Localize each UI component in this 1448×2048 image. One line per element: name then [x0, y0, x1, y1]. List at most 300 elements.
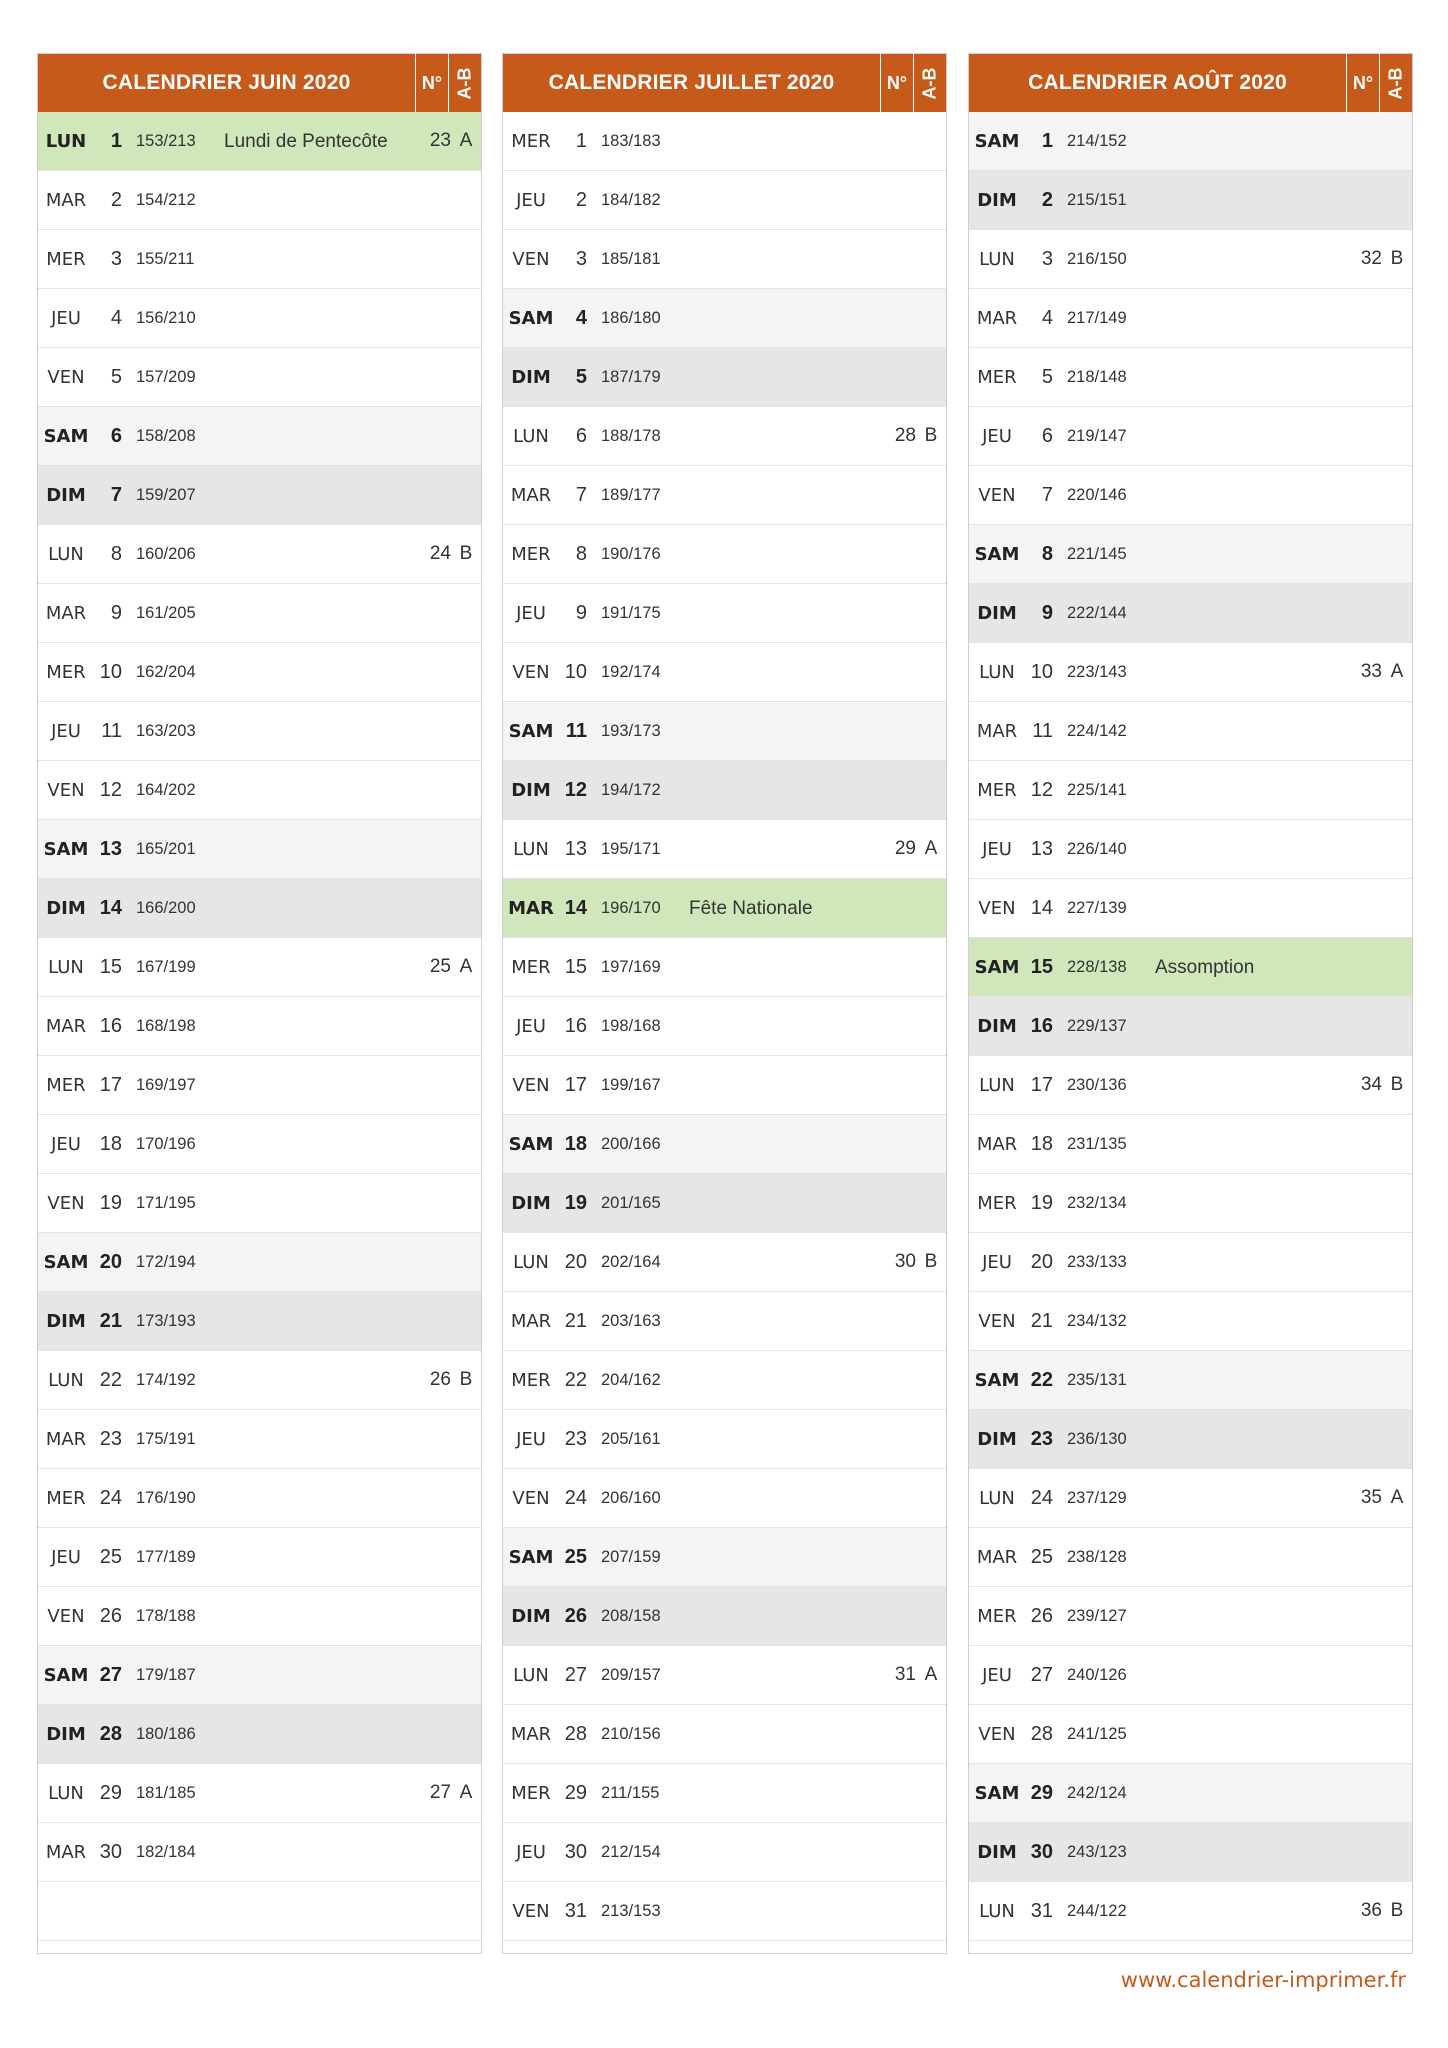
day-of-year: 213/153 [601, 1901, 661, 1920]
day-number: 31 [564, 1899, 587, 1922]
day-name: DIM [511, 779, 551, 801]
day-row [38, 584, 481, 643]
day-name: SAM [43, 425, 89, 447]
day-row [503, 407, 946, 466]
day-number: 26 [99, 1604, 122, 1627]
week-ab: B [459, 1369, 473, 1390]
day-of-year: 244/122 [1067, 1901, 1127, 1920]
day-number: 24 [1030, 1486, 1053, 1509]
day-row [503, 1764, 946, 1823]
day-of-year: 154/212 [136, 190, 196, 209]
day-number: 6 [110, 424, 122, 447]
day-of-year: 161/205 [136, 603, 196, 622]
day-number: 15 [99, 955, 122, 978]
day-name: LUN [48, 956, 84, 978]
day-of-year: 157/209 [136, 367, 196, 386]
day-name: MAR [508, 897, 554, 919]
day-number: 13 [564, 837, 587, 860]
day-of-year: 235/131 [1067, 1370, 1127, 1389]
day-row [38, 1764, 481, 1823]
day-name: VEN [47, 1605, 85, 1627]
day-number: 17 [564, 1073, 587, 1096]
day-of-year: 165/201 [136, 839, 196, 858]
day-of-year: 174/192 [136, 1370, 196, 1389]
week-number-header: N° [880, 54, 913, 112]
day-number: 7 [1041, 483, 1053, 506]
day-name: VEN [512, 1487, 550, 1509]
day-of-year: 212/154 [601, 1842, 661, 1861]
day-name: JEU [51, 307, 81, 329]
day-name: JEU [51, 720, 81, 742]
day-of-year: 207/159 [601, 1547, 661, 1566]
day-name: SAM [974, 1782, 1020, 1804]
day-number: 2 [575, 188, 587, 211]
week-number: 32 [1360, 248, 1382, 269]
day-number: 5 [1041, 365, 1053, 388]
day-row [969, 1587, 1412, 1646]
day-name: SAM [43, 1664, 89, 1686]
day-of-year: 181/185 [136, 1783, 196, 1802]
day-row [969, 1882, 1412, 1941]
day-of-year: 173/193 [136, 1311, 196, 1330]
week-ab: B [459, 543, 473, 564]
day-name: MAR [976, 1133, 1018, 1155]
day-number: 25 [1030, 1545, 1053, 1568]
day-number: 9 [1041, 601, 1053, 624]
day-row [969, 230, 1412, 289]
day-of-year: 190/176 [601, 544, 661, 563]
day-of-year: 158/208 [136, 426, 196, 445]
day-number: 12 [564, 778, 587, 801]
week-number: 35 [1360, 1487, 1382, 1508]
day-name: MAR [976, 1546, 1018, 1568]
day-name: SAM [974, 956, 1020, 978]
day-name: DIM [46, 897, 86, 919]
day-of-year: 221/145 [1067, 544, 1127, 563]
day-number: 19 [99, 1191, 122, 1214]
day-number: 10 [99, 660, 122, 683]
day-row [38, 761, 481, 820]
day-number: 5 [110, 365, 122, 388]
day-name: MER [511, 543, 551, 565]
day-row [38, 938, 481, 997]
day-of-year: 176/190 [136, 1488, 196, 1507]
day-name: JEU [516, 1428, 546, 1450]
month-june [37, 53, 482, 1954]
day-of-year: 206/160 [601, 1488, 661, 1507]
day-number: 4 [575, 306, 587, 329]
day-number: 11 [101, 719, 122, 742]
day-name: MER [46, 1074, 86, 1096]
day-row [503, 1469, 946, 1528]
day-row [38, 466, 481, 525]
day-row [38, 289, 481, 348]
day-of-year: 172/194 [136, 1252, 196, 1271]
day-row [38, 1292, 481, 1351]
day-of-year: 238/128 [1067, 1547, 1127, 1566]
day-row [969, 1056, 1412, 1115]
week-number: 36 [1360, 1900, 1382, 1921]
day-row [503, 348, 946, 407]
day-number: 7 [575, 483, 587, 506]
week-number: 34 [1360, 1074, 1382, 1095]
day-of-year: 175/191 [136, 1429, 196, 1448]
day-name: JEU [982, 1664, 1012, 1686]
day-number: 9 [110, 601, 122, 624]
day-of-year: 236/130 [1067, 1429, 1127, 1448]
week-number: 29 [894, 838, 916, 859]
day-row [969, 820, 1412, 879]
day-name: LUN [513, 425, 549, 447]
day-name: SAM [974, 130, 1020, 152]
day-number: 11 [565, 719, 587, 742]
month-august [968, 53, 1413, 1954]
day-of-year: 156/210 [136, 308, 196, 327]
day-of-year: 224/142 [1067, 721, 1127, 740]
day-of-year: 177/189 [136, 1547, 196, 1566]
day-name: LUN [979, 1900, 1015, 1922]
day-name: DIM [46, 1310, 86, 1332]
day-number: 28 [99, 1722, 122, 1745]
day-of-year: 170/196 [136, 1134, 196, 1153]
day-number: 3 [1041, 247, 1053, 270]
day-number: 28 [1030, 1722, 1053, 1745]
day-number: 6 [575, 424, 587, 447]
day-number: 23 [1030, 1427, 1053, 1450]
holiday-name: Lundi de Pentecôte [224, 130, 388, 152]
day-name: LUN [48, 543, 84, 565]
day-number: 2 [1041, 188, 1053, 211]
holiday-name: Fête Nationale [689, 897, 813, 919]
week-ab: B [924, 1251, 938, 1272]
day-rows [38, 112, 481, 1941]
day-number: 27 [1030, 1663, 1053, 1686]
day-row [503, 1882, 946, 1941]
week-ab: A [1390, 661, 1404, 682]
week-ab: A [924, 1664, 938, 1685]
day-of-year: 201/165 [601, 1193, 661, 1212]
week-ab: A [1390, 1487, 1404, 1508]
day-number: 31 [1030, 1899, 1053, 1922]
day-row [38, 230, 481, 289]
day-row [503, 112, 946, 171]
day-row [503, 820, 946, 879]
day-row [969, 1705, 1412, 1764]
month-july [502, 53, 947, 1954]
day-of-year: 160/206 [136, 544, 196, 563]
month-header [969, 54, 1412, 112]
day-of-year: 204/162 [601, 1370, 661, 1389]
day-name: LUN [979, 1487, 1015, 1509]
day-of-year: 241/125 [1067, 1724, 1127, 1743]
day-row [503, 997, 946, 1056]
day-row [969, 1823, 1412, 1882]
day-number: 1 [575, 129, 587, 152]
day-number: 25 [99, 1545, 122, 1568]
footer-link[interactable]: www.calendrier-imprimer.fr [1120, 1968, 1406, 1992]
day-row [38, 348, 481, 407]
week-number: 30 [894, 1251, 916, 1272]
day-of-year: 219/147 [1067, 426, 1127, 445]
day-of-year: 217/149 [1067, 308, 1127, 327]
day-row [503, 1351, 946, 1410]
day-row [38, 997, 481, 1056]
day-of-year: 194/172 [601, 780, 661, 799]
day-of-year: 169/197 [136, 1075, 196, 1094]
day-name: MER [46, 248, 86, 270]
day-of-year: 159/207 [136, 485, 196, 504]
day-row [969, 1115, 1412, 1174]
day-of-year: 230/136 [1067, 1075, 1127, 1094]
day-of-year: 237/129 [1067, 1488, 1127, 1507]
month-header [38, 54, 481, 112]
day-number: 3 [110, 247, 122, 270]
day-row [969, 997, 1412, 1056]
empty-row [38, 1882, 481, 1941]
day-name: VEN [978, 1723, 1016, 1745]
day-number: 19 [564, 1191, 587, 1214]
day-name: MER [977, 779, 1017, 801]
day-row [503, 1292, 946, 1351]
day-number: 22 [1030, 1368, 1053, 1391]
day-number: 16 [564, 1014, 587, 1037]
day-name: JEU [982, 1251, 1012, 1273]
day-row [969, 1410, 1412, 1469]
day-row [969, 348, 1412, 407]
day-number: 3 [575, 247, 587, 270]
day-of-year: 208/158 [601, 1606, 661, 1625]
day-name: DIM [977, 1015, 1017, 1037]
day-of-year: 171/195 [136, 1193, 196, 1212]
day-name: JEU [516, 189, 546, 211]
day-number: 1 [1041, 129, 1053, 152]
day-name: DIM [46, 1723, 86, 1745]
day-of-year: 200/166 [601, 1134, 661, 1153]
day-name: MER [511, 130, 551, 152]
day-name: SAM [508, 720, 554, 742]
day-of-year: 179/187 [136, 1665, 196, 1684]
day-of-year: 216/150 [1067, 249, 1127, 268]
week-number: 27 [429, 1782, 451, 1803]
day-name: VEN [978, 897, 1016, 919]
day-name: DIM [977, 189, 1017, 211]
day-name: MER [977, 366, 1017, 388]
day-row [38, 1174, 481, 1233]
day-number: 30 [99, 1840, 122, 1863]
day-row [969, 1764, 1412, 1823]
day-number: 8 [110, 542, 122, 565]
day-of-year: 183/183 [601, 131, 661, 150]
day-number: 25 [564, 1545, 587, 1568]
week-number: 33 [1360, 661, 1382, 682]
day-row [503, 1056, 946, 1115]
day-name: MER [46, 661, 86, 683]
day-number: 15 [1030, 955, 1053, 978]
day-of-year: 240/126 [1067, 1665, 1127, 1684]
day-number: 8 [575, 542, 587, 565]
day-number: 26 [564, 1604, 587, 1627]
holiday-name: Assomption [1155, 956, 1255, 978]
day-number: 17 [1030, 1073, 1053, 1096]
day-of-year: 191/175 [601, 603, 661, 622]
day-number: 24 [99, 1486, 122, 1509]
day-of-year: 225/141 [1067, 780, 1127, 799]
day-row [969, 171, 1412, 230]
day-of-year: 228/138 [1067, 957, 1127, 976]
day-row [969, 1292, 1412, 1351]
day-name: DIM [977, 1841, 1017, 1863]
day-of-year: 192/174 [601, 662, 661, 681]
week-number: 23 [429, 130, 451, 151]
day-row [503, 525, 946, 584]
day-number: 23 [564, 1427, 587, 1450]
holiday-row [38, 112, 481, 171]
day-name: JEU [51, 1546, 81, 1568]
day-number: 17 [99, 1073, 122, 1096]
day-of-year: 202/164 [601, 1252, 661, 1271]
day-of-year: 178/188 [136, 1606, 196, 1625]
day-number: 1 [110, 129, 122, 152]
day-rows [969, 112, 1412, 1941]
day-of-year: 168/198 [136, 1016, 196, 1035]
day-row [38, 1705, 481, 1764]
day-row [503, 1528, 946, 1587]
day-name: SAM [508, 1133, 554, 1155]
day-of-year: 218/148 [1067, 367, 1127, 386]
day-name: SAM [43, 1251, 89, 1273]
day-row [969, 761, 1412, 820]
day-row [38, 407, 481, 466]
day-number: 10 [1030, 660, 1053, 683]
day-row [38, 1823, 481, 1882]
day-of-year: 220/146 [1067, 485, 1127, 504]
day-of-year: 199/167 [601, 1075, 661, 1094]
day-row [969, 1351, 1412, 1410]
day-name: SAM [508, 307, 554, 329]
day-name: SAM [974, 1369, 1020, 1391]
day-row [38, 1587, 481, 1646]
day-name: SAM [508, 1546, 554, 1568]
day-number: 28 [564, 1722, 587, 1745]
day-row [969, 1469, 1412, 1528]
day-row [503, 1646, 946, 1705]
day-number: 18 [564, 1132, 587, 1155]
day-number: 20 [99, 1250, 122, 1273]
week-ab: B [1390, 1074, 1404, 1095]
day-row [503, 1115, 946, 1174]
day-name: MER [511, 956, 551, 978]
month-title: CALENDRIER JUILLET 2020 [548, 71, 835, 94]
day-of-year: 180/186 [136, 1724, 196, 1743]
month-title: CALENDRIER AOÛT 2020 [1028, 71, 1287, 94]
day-number: 4 [110, 306, 122, 329]
day-name: LUN [979, 1074, 1015, 1096]
day-row [38, 1410, 481, 1469]
day-name: DIM [977, 1428, 1017, 1450]
day-row [503, 1823, 946, 1882]
day-row [969, 1646, 1412, 1705]
day-row [38, 1056, 481, 1115]
day-name: MER [46, 1487, 86, 1509]
month-title: CALENDRIER JUIN 2020 [102, 71, 351, 94]
day-name: JEU [982, 425, 1012, 447]
day-of-year: 196/170 [601, 898, 661, 917]
day-of-year: 167/199 [136, 957, 196, 976]
day-of-year: 162/204 [136, 662, 196, 681]
day-row [38, 643, 481, 702]
day-number: 21 [1030, 1309, 1053, 1332]
day-number: 22 [99, 1368, 122, 1391]
day-row [503, 643, 946, 702]
day-number: 21 [99, 1309, 122, 1332]
week-number: 25 [429, 956, 451, 977]
day-of-year: 166/200 [136, 898, 196, 917]
day-name: LUN [48, 1369, 84, 1391]
day-name: VEN [512, 1900, 550, 1922]
day-of-year: 243/123 [1067, 1842, 1127, 1861]
day-of-year: 215/151 [1067, 190, 1127, 209]
day-of-year: 242/124 [1067, 1783, 1127, 1802]
day-of-year: 187/179 [601, 367, 661, 386]
day-row [969, 1233, 1412, 1292]
day-of-year: 182/184 [136, 1842, 196, 1861]
day-name: SAM [43, 838, 89, 860]
day-name: VEN [512, 248, 550, 270]
day-of-year: 197/169 [601, 957, 661, 976]
day-name: LUN [45, 130, 87, 152]
day-name: JEU [516, 602, 546, 624]
week-number: 26 [429, 1369, 451, 1390]
day-row [38, 879, 481, 938]
day-number: 23 [99, 1427, 122, 1450]
day-name: VEN [47, 779, 85, 801]
day-name: MAR [510, 1310, 552, 1332]
day-number: 10 [564, 660, 587, 683]
day-of-year: 198/168 [601, 1016, 661, 1035]
week-number-header: N° [1346, 54, 1379, 112]
day-of-year: 214/152 [1067, 131, 1127, 150]
day-row [969, 525, 1412, 584]
day-number: 13 [99, 837, 122, 860]
day-name: VEN [978, 484, 1016, 506]
day-name: JEU [982, 838, 1012, 860]
day-row [38, 1469, 481, 1528]
day-name: SAM [974, 543, 1020, 565]
day-of-year: 185/181 [601, 249, 661, 268]
day-number: 29 [99, 1781, 122, 1804]
day-number: 29 [1030, 1781, 1053, 1804]
day-row [503, 938, 946, 997]
week-ab: B [924, 425, 938, 446]
day-number: 24 [564, 1486, 587, 1509]
day-of-year: 229/137 [1067, 1016, 1127, 1035]
day-number: 4 [1041, 306, 1053, 329]
day-name: MER [511, 1369, 551, 1391]
week-ab: A [924, 838, 938, 859]
day-row [38, 1115, 481, 1174]
day-name: MAR [45, 602, 87, 624]
day-of-year: 223/143 [1067, 662, 1127, 681]
day-of-year: 211/155 [601, 1783, 660, 1802]
day-number: 14 [99, 896, 122, 919]
day-name: MAR [510, 484, 552, 506]
day-row [38, 820, 481, 879]
day-row [969, 407, 1412, 466]
day-row [503, 584, 946, 643]
week-ab: A [459, 956, 473, 977]
day-of-year: 195/171 [601, 839, 661, 858]
day-name: LUN [979, 661, 1015, 683]
